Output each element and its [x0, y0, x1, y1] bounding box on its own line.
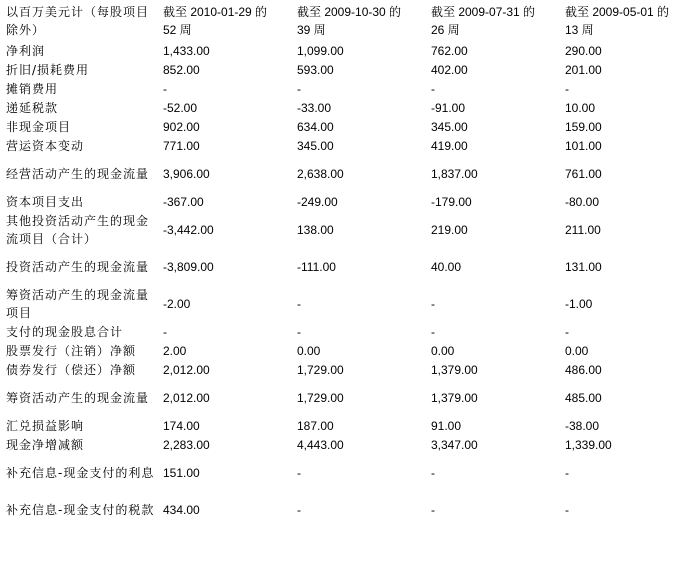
row-label: 折旧/损耗费用 — [6, 62, 90, 77]
cell-value-col-1: - — [163, 81, 167, 96]
cell-value-col-2: 138.00 — [297, 222, 334, 237]
row-label: 其他投资活动产生的现金流项目（合计） — [6, 213, 150, 246]
table-row — [4, 435, 692, 454]
row-label: 投资活动产生的现金流量 — [6, 259, 150, 274]
cell-value-col-1: -2.00 — [163, 296, 191, 311]
cell-value-col-4: 0.00 — [565, 343, 589, 358]
cell-value-col-2: -33.00 — [297, 100, 332, 115]
cell-value-col-1: 2,283.00 — [163, 437, 210, 452]
row-label: 汇兑损益影响 — [6, 418, 85, 433]
column-header-2-line1: 截至 2009-10-30 的 — [297, 5, 402, 19]
row-label: 现金净增减额 — [6, 437, 85, 452]
cell-value-col-4: 761.00 — [565, 166, 602, 181]
row-label: 筹资活动产生的现金流量 — [6, 390, 150, 405]
column-header-4-line1: 截至 2009-05-01 的 — [565, 5, 670, 19]
cell-value-col-2: -111.00 — [297, 259, 336, 274]
cell-value-col-1: -3,809.00 — [163, 259, 214, 274]
cell-value-col-3: 219.00 — [431, 222, 468, 237]
table-row — [4, 41, 692, 60]
table-row — [4, 117, 692, 136]
cell-value-col-4: 10.00 — [565, 100, 596, 115]
cell-value-col-3: 1,837.00 — [431, 166, 478, 181]
cell-value-col-1: 852.00 — [163, 62, 200, 77]
table-body — [4, 41, 692, 528]
cell-value-col-2: 345.00 — [297, 138, 334, 153]
table-row — [4, 98, 692, 117]
row-label: 营运资本变动 — [6, 138, 85, 153]
cell-value-col-2: 1,729.00 — [297, 390, 344, 405]
column-header-4-line2: 13 周 — [565, 23, 594, 37]
row-label: 筹资活动产生的现金流量项目 — [6, 287, 150, 320]
cell-value-col-1: 174.00 — [163, 418, 200, 433]
table-row — [4, 379, 692, 416]
column-header-1-line2: 52 周 — [163, 23, 192, 37]
cell-value-col-1: - — [163, 324, 167, 339]
table-row — [4, 491, 692, 528]
table-header — [4, 3, 692, 41]
table-row — [4, 155, 692, 192]
cell-value-col-4: 211.00 — [565, 222, 601, 237]
header-row — [4, 3, 692, 41]
cell-value-col-4: 290.00 — [565, 43, 602, 58]
row-label-header: 以百万美元计（每股项目除外） — [6, 5, 150, 37]
cell-value-col-4: -1.00 — [565, 296, 593, 311]
cell-value-col-3: -179.00 — [431, 194, 472, 209]
table-row — [4, 60, 692, 79]
row-label: 股票发行（注销）净额 — [6, 343, 137, 358]
cell-value-col-2: -249.00 — [297, 194, 338, 209]
row-label: 资本项目支出 — [6, 194, 85, 209]
row-label: 摊销费用 — [6, 81, 59, 96]
cell-value-col-2: - — [297, 324, 301, 339]
cell-value-col-1: 2,012.00 — [163, 362, 210, 377]
cell-value-col-2: 187.00 — [297, 418, 334, 433]
table-row — [4, 360, 692, 379]
cell-value-col-2: 4,443.00 — [297, 437, 344, 452]
cell-value-col-2: 1,099.00 — [297, 43, 344, 58]
table-row — [4, 79, 692, 98]
cell-value-col-1: 3,906.00 — [163, 166, 210, 181]
column-header-1 — [161, 3, 295, 41]
cell-value-col-2: - — [297, 465, 301, 480]
cell-value-col-3: 0.00 — [431, 343, 455, 358]
cell-value-col-4: - — [565, 502, 569, 517]
cell-value-col-3: 1,379.00 — [431, 390, 478, 405]
table-row — [4, 322, 692, 341]
cell-value-col-1: 771.00 — [163, 138, 200, 153]
cell-value-col-4: 101.00 — [565, 138, 602, 153]
cell-value-col-2: 2,638.00 — [297, 166, 344, 181]
table-row — [4, 341, 692, 360]
table-row — [4, 285, 692, 322]
table-row — [4, 192, 692, 211]
cell-value-col-3: 402.00 — [431, 62, 468, 77]
column-header-3-line1: 截至 2009-07-31 的 — [431, 5, 536, 19]
cell-value-col-1: -52.00 — [163, 100, 198, 115]
cell-value-col-4: 485.00 — [565, 390, 602, 405]
column-header-3-line2: 26 周 — [431, 23, 460, 37]
row-label: 债券发行（偿还）净额 — [6, 362, 137, 377]
row-label: 经营活动产生的现金流量 — [6, 166, 150, 181]
column-header-2 — [295, 3, 429, 41]
row-label: 补充信息-现金支付的税款 — [6, 502, 155, 517]
table-row — [4, 136, 692, 155]
cell-value-col-4: -38.00 — [565, 418, 600, 433]
cell-value-col-4: 201.00 — [565, 62, 602, 77]
cell-value-col-3: 3,347.00 — [431, 437, 478, 452]
column-header-2-line2: 39 周 — [297, 23, 326, 37]
cell-value-col-2: - — [297, 296, 301, 311]
cell-value-col-4: 486.00 — [565, 362, 602, 377]
row-label: 非现金项目 — [6, 119, 72, 134]
cell-value-col-3: - — [431, 502, 435, 517]
cell-value-col-2: - — [297, 81, 301, 96]
cell-value-col-4: 159.00 — [565, 119, 602, 134]
row-label: 支付的现金股息合计 — [6, 324, 124, 339]
table-row — [4, 211, 692, 248]
cell-value-col-4: 1,339.00 — [565, 437, 612, 452]
cell-value-col-3: - — [431, 81, 435, 96]
cell-value-col-2: 1,729.00 — [297, 362, 344, 377]
cell-value-col-1: 2.00 — [163, 343, 187, 358]
cell-value-col-3: 91.00 — [431, 418, 462, 433]
cell-value-col-3: 345.00 — [431, 119, 468, 134]
table-row — [4, 416, 692, 435]
cell-value-col-3: 40.00 — [431, 259, 462, 274]
row-label: 补充信息-现金支付的利息 — [6, 465, 155, 480]
cell-value-col-3: - — [431, 324, 435, 339]
cell-value-col-1: 434.00 — [163, 502, 200, 517]
cell-value-col-4: - — [565, 324, 569, 339]
cell-value-col-3: 762.00 — [431, 43, 468, 58]
cell-value-col-4: -80.00 — [565, 194, 600, 209]
row-label: 递延税款 — [6, 100, 59, 115]
cell-value-col-3: - — [431, 296, 435, 311]
cell-value-col-1: -3,442.00 — [163, 222, 214, 237]
cell-value-col-1: 2,012.00 — [163, 390, 210, 405]
cell-value-col-1: 1,433.00 — [163, 43, 210, 58]
cell-value-col-2: 593.00 — [297, 62, 334, 77]
cell-value-col-3: - — [431, 465, 435, 480]
cell-value-col-4: 131.00 — [565, 259, 602, 274]
cell-value-col-3: 419.00 — [431, 138, 468, 153]
column-header-1-line1: 截至 2010-01-29 的 — [163, 5, 268, 19]
cell-value-col-2: - — [297, 502, 301, 517]
cell-value-col-2: 634.00 — [297, 119, 334, 134]
cell-value-col-4: - — [565, 81, 569, 96]
cell-value-col-3: 1,379.00 — [431, 362, 478, 377]
column-header-4 — [563, 3, 692, 41]
cell-value-col-4: - — [565, 465, 569, 480]
cell-value-col-1: 902.00 — [163, 119, 200, 134]
cell-value-col-2: 0.00 — [297, 343, 321, 358]
cash-flow-table — [4, 3, 692, 528]
row-label: 净利润 — [6, 43, 46, 58]
cell-value-col-1: -367.00 — [163, 194, 204, 209]
table-row — [4, 248, 692, 285]
table-row — [4, 454, 692, 491]
cell-value-col-3: -91.00 — [431, 100, 466, 115]
cell-value-col-1: 151.00 — [163, 465, 200, 480]
column-header-3 — [429, 3, 563, 41]
